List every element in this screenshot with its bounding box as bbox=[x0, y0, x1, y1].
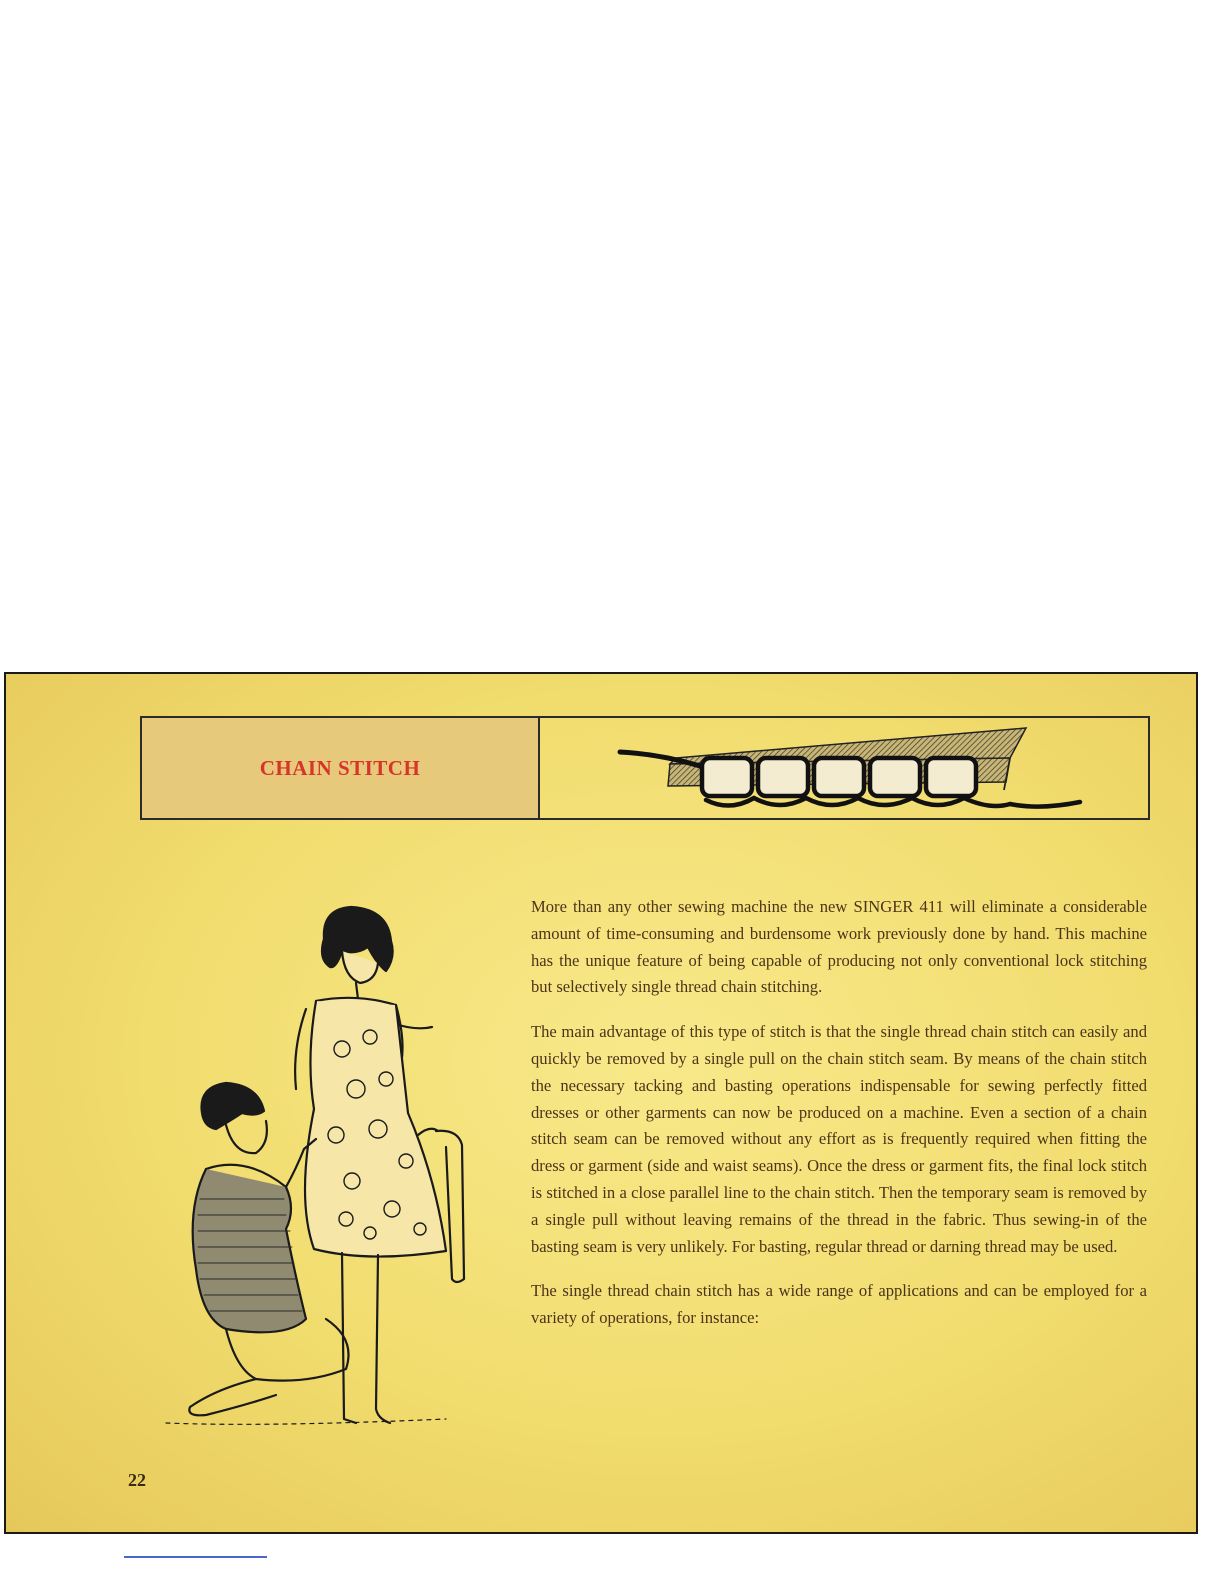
section-title: CHAIN STITCH bbox=[259, 755, 421, 780]
stitch-diagram-cell bbox=[540, 718, 1148, 818]
dress-fitting-illustration bbox=[146, 899, 476, 1439]
standing-woman-figure bbox=[295, 907, 464, 1423]
paragraph-advantage: The main advantage of this type of stitch is that the single thread chain stitch can easily and quickly be removed by a single pull on the chain stitch seam. By means of the chain stitch the necessary tacking and basting operations indispensable for sewing perfectly fitted dresses or other garments can now be produced on a machine. Even a section of a chain stitch seam can be removed without any effort as is frequently required when fitting the dress or garment (side and waist seams). Once the dress or garment fits, the final lock stitch is stitched in a close parallel line to the chain stitch. Then the temporary seam is removed by a single pull without leaving remains of the thread in the fabric. Thus sewing-in of the basting seam is very unlikely. For basting, regular thread or darning thread may be used. bbox=[531, 1022, 1147, 1256]
section-header bbox=[140, 716, 1150, 820]
title-cell bbox=[142, 718, 540, 818]
page-number: 22 bbox=[128, 1470, 146, 1490]
blue-underline-mark bbox=[124, 1556, 267, 1558]
paragraph-applications: The single thread chain stitch has a wide range of applications and can be employed for a variety of operations, for instance: bbox=[531, 1281, 1147, 1328]
thread-under-chain bbox=[706, 798, 1080, 807]
manual-page bbox=[4, 672, 1198, 1534]
chain-stitch-diagram bbox=[540, 718, 1150, 818]
body-text bbox=[531, 894, 1147, 1350]
paragraph-intro: More than any other sewing machine the new SINGER 411 will eliminate a considerable amount of time-consuming and burdensome work previously done by hand. This machine has the unique feature of being capable of producing not only conventional lock stitching but selectively single thread chain stitching. bbox=[531, 897, 1147, 997]
chain-loops bbox=[702, 758, 976, 796]
